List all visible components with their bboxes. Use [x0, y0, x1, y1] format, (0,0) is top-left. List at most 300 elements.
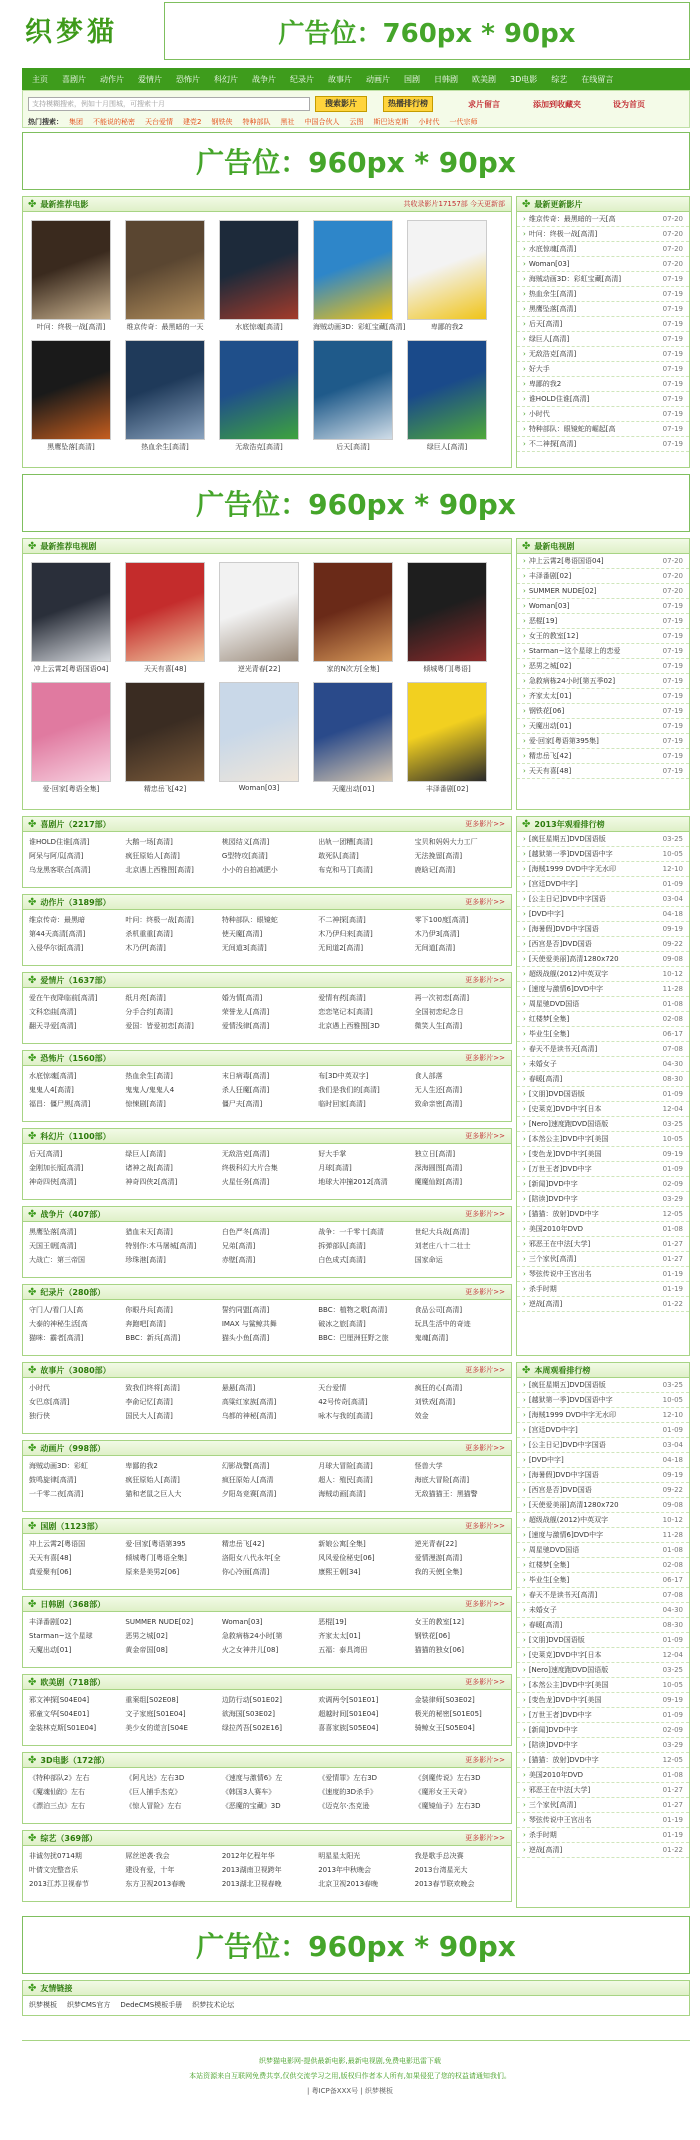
list-item[interactable]	[517, 1678, 689, 1693]
poster-image[interactable]	[313, 220, 393, 320]
more-link[interactable]: 更多影片>>	[465, 1600, 505, 1608]
list-item[interactable]	[517, 1117, 689, 1132]
category-item[interactable]: 超人：殖民[高清]	[318, 1476, 373, 1484]
list-item[interactable]	[517, 287, 689, 302]
list-item[interactable]	[517, 1663, 689, 1678]
hot-search-link[interactable]: 一代宗师	[449, 118, 478, 126]
list-item[interactable]	[517, 614, 689, 629]
category-item[interactable]: 疯狂的心[高清]	[414, 1384, 463, 1392]
category-item[interactable]: 婚为情[高清]	[221, 994, 263, 1002]
category-item[interactable]: 玩具生活中的奇迹	[414, 1320, 471, 1328]
nav-item[interactable]: 国剧	[404, 74, 420, 84]
list-item[interactable]	[517, 1543, 689, 1558]
more-link[interactable]: 更多影片>>	[465, 1288, 505, 1296]
list-item[interactable]	[517, 749, 689, 764]
list-item[interactable]	[517, 1072, 689, 1087]
list-item-title[interactable]: › 杀手时期	[528, 1831, 557, 1839]
category-item[interactable]: 神奇四侠2[高清]	[125, 1178, 178, 1186]
poster-title[interactable]: 无敌浩克[高清]	[235, 443, 283, 451]
category-item[interactable]: 杀机重重[高清]	[125, 930, 173, 938]
category-item[interactable]: 天天有喜[48]	[29, 1554, 72, 1562]
list-item-title[interactable]: › [变色龙]DVD中字[美国	[528, 1696, 602, 1704]
list-item[interactable]	[517, 1828, 689, 1843]
nav-item[interactable]: 动作片	[100, 74, 124, 84]
category-item[interactable]: 奔跑吧[高清]	[125, 1320, 166, 1328]
category-item[interactable]: 不二神探[高清]	[318, 916, 366, 924]
more-link[interactable]: 更多影片>>	[465, 820, 505, 828]
category-item[interactable]: 维京传奇：最黑暗	[29, 916, 85, 924]
list-item[interactable]	[517, 332, 689, 347]
category-title[interactable]: 3D电影（172部）	[40, 1755, 110, 1765]
category-item[interactable]: 悬悬[高清]	[221, 1384, 256, 1392]
poster-image[interactable]	[219, 682, 299, 782]
category-item[interactable]: 刘铁戏[高清]	[414, 1398, 456, 1406]
list-item[interactable]	[517, 377, 689, 392]
category-item[interactable]: 猎血末天[高清]	[125, 1228, 173, 1236]
category-item[interactable]: 倾城粤门[粤语全集]	[125, 1554, 187, 1562]
hot-search-link[interactable]: 特种部队	[242, 118, 271, 126]
list-item-title[interactable]: › 三个家伙[高清]	[528, 1801, 577, 1809]
category-item[interactable]: 木乃伊归来[高清]	[318, 930, 373, 938]
category-item[interactable]: 无敌猫猫王：黑猫警	[414, 1490, 478, 1498]
category-item[interactable]: 绿巨人[高清]	[125, 1150, 166, 1158]
list-item[interactable]	[517, 1147, 689, 1162]
category-item[interactable]: 《魔镜仙子》左右3D	[414, 1802, 481, 1810]
list-item-title[interactable]: › 春天不是读书天[高清]	[528, 1591, 598, 1599]
list-item[interactable]	[517, 1297, 689, 1312]
search-button[interactable]: 搜索影片	[315, 96, 367, 112]
category-item[interactable]: 2013年中秋晚会	[318, 1866, 372, 1874]
list-item[interactable]	[517, 1393, 689, 1408]
nav-item[interactable]: 主页	[32, 74, 48, 84]
category-item[interactable]: 纸月亮[高清]	[125, 994, 166, 1002]
list-item[interactable]	[517, 437, 689, 452]
list-item[interactable]	[517, 1648, 689, 1663]
poster-title[interactable]: 天天有喜[48]	[143, 665, 187, 673]
category-item[interactable]: 鬼鬼人/鬼鬼人4	[125, 1086, 175, 1094]
list-item-title[interactable]: › [猫猫：放射]DVD中字	[528, 1210, 599, 1218]
poster-title[interactable]: 天魔出动[01]	[331, 785, 375, 793]
category-item[interactable]: 临时回家[高清]	[318, 1100, 366, 1108]
category-item[interactable]: 宝贝和妈妈大力工厂	[414, 838, 478, 846]
poster-card[interactable]	[407, 340, 487, 452]
list-item[interactable]	[517, 982, 689, 997]
list-item[interactable]	[517, 629, 689, 644]
nav-item[interactable]: 科幻片	[214, 74, 238, 84]
category-item[interactable]: 卑鄙的我2	[125, 1462, 158, 1470]
category-item[interactable]: 康熙王朝[34]	[318, 1568, 361, 1576]
category-item[interactable]: 特别作:木马屠城[高清]	[125, 1242, 197, 1250]
category-item[interactable]: 守门人/看门人[高	[29, 1306, 84, 1314]
hot-search-link[interactable]: 云图	[349, 118, 364, 126]
list-item-title[interactable]: › [DVD中字]	[528, 910, 564, 918]
hot-search-link[interactable]: 小时代	[418, 118, 440, 126]
list-item[interactable]	[517, 907, 689, 922]
list-item-title[interactable]: › 恶男之城[02]	[528, 662, 572, 670]
category-item[interactable]: 大泰的神秘生活[高	[29, 1320, 88, 1328]
poster-image[interactable]	[125, 562, 205, 662]
category-item[interactable]: 世纪大兵战[高清]	[414, 1228, 470, 1236]
category-item[interactable]: 福昌：僵尸黑[高清]	[29, 1100, 91, 1108]
category-item[interactable]: 食品公司[高清]	[414, 1306, 463, 1314]
search-input[interactable]: 支持模糊搜索，例如十月围城，可搜索十月	[28, 97, 310, 111]
list-item-title[interactable]: › [猫猫：放射]DVD中字	[528, 1756, 599, 1764]
list-item-title[interactable]: › [史莱克]DVD中字[日本	[528, 1651, 602, 1659]
poster-image[interactable]	[407, 682, 487, 782]
category-item[interactable]: 建设有爱，十年	[125, 1866, 175, 1874]
list-item[interactable]	[517, 599, 689, 614]
list-item-title[interactable]: › 冲上云霄2[粤语国语04]	[528, 557, 604, 565]
category-item[interactable]: 海贼动画[高清]	[318, 1490, 366, 1498]
category-item[interactable]: 疯狂原始人[高清	[221, 1476, 274, 1484]
list-item-title[interactable]: › 未婚女子	[528, 1060, 557, 1068]
list-item[interactable]	[517, 1618, 689, 1633]
list-item[interactable]	[517, 1267, 689, 1282]
list-item[interactable]	[517, 862, 689, 877]
category-item[interactable]: 五福：泰具湾田	[318, 1646, 368, 1654]
poster-card[interactable]	[31, 562, 111, 674]
list-item-title[interactable]: › [海暑假]DVD中字国语	[528, 925, 599, 933]
list-item[interactable]	[517, 1843, 689, 1858]
category-title[interactable]: 喜剧片（2217部）	[40, 819, 111, 829]
category-item[interactable]: 爱在午夜降临前[高清]	[29, 994, 98, 1002]
list-item[interactable]	[517, 832, 689, 847]
list-item[interactable]	[517, 937, 689, 952]
category-item[interactable]: 零下100度[高清]	[414, 916, 469, 924]
category-title[interactable]: 战争片（407部）	[40, 1209, 106, 1219]
hot-rank-link[interactable]: 热播排行榜	[383, 96, 433, 112]
category-item[interactable]: 无间道2[高清]	[318, 944, 364, 952]
category-item[interactable]: 美少女的谎言[S04E	[125, 1724, 188, 1732]
ad-banner-2[interactable]: 广告位：960px * 90px	[22, 474, 690, 532]
poster-image[interactable]	[313, 682, 393, 782]
ad-banner-3[interactable]: 广告位：960px * 90px	[22, 1916, 690, 1974]
list-item-title[interactable]: › 热血余生[高清]	[528, 290, 577, 298]
list-item[interactable]	[517, 674, 689, 689]
list-item-title[interactable]: › SUMMER NUDE[02]	[528, 587, 597, 595]
category-item[interactable]: BBC：植物之歌[高清]	[318, 1306, 388, 1314]
category-item[interactable]: 2013春节联欢晚会	[414, 1880, 475, 1888]
nav-item[interactable]: 综艺	[551, 74, 568, 84]
poster-card[interactable]	[313, 682, 393, 794]
list-item-title[interactable]: › 杀手时期	[528, 1285, 557, 1293]
category-item[interactable]: 致我们终将[高清]	[125, 1384, 180, 1392]
more-link[interactable]: 更多影片>>	[465, 976, 505, 984]
list-item[interactable]	[517, 1027, 689, 1042]
list-item-title[interactable]: › 周星驰DVD国语	[528, 1000, 580, 1008]
category-title[interactable]: 动画片（998部）	[40, 1443, 106, 1453]
list-item[interactable]	[517, 1573, 689, 1588]
list-item[interactable]	[517, 1468, 689, 1483]
list-item-title[interactable]: › 后天[高清]	[528, 320, 563, 328]
category-item[interactable]: 齐家太太[01]	[318, 1632, 361, 1640]
poster-card[interactable]	[125, 220, 205, 332]
category-item[interactable]: 叶问：终极一战[高清]	[125, 916, 194, 924]
list-item[interactable]	[517, 1813, 689, 1828]
category-item[interactable]: 疯狂原始人[高清]	[125, 1476, 180, 1484]
list-item-title[interactable]: › 维京传奇：最黑暗的一天[高	[528, 215, 616, 223]
category-item[interactable]: G型特攻[高清]	[221, 852, 268, 860]
list-item-title[interactable]: › [西宫是否]DVD国语	[528, 1486, 592, 1494]
category-item[interactable]: 42号传奇[高清]	[318, 1398, 368, 1406]
category-item[interactable]: 你心冷面[高清]	[221, 1568, 270, 1576]
category-item[interactable]: 洛阳女八代永年[全	[221, 1554, 281, 1562]
list-item-title[interactable]: › [速度与激情6]DVD中字	[528, 1531, 604, 1539]
category-item[interactable]: IMAX 与鲨鲸共舞	[221, 1320, 277, 1328]
category-item[interactable]: 绿拉芮吾[S02E16]	[221, 1724, 282, 1732]
category-item[interactable]: 阿呆与阿瓜[高清]	[29, 852, 84, 860]
poster-card[interactable]	[31, 220, 111, 332]
list-item-title[interactable]: › 水底惊魂[高清]	[528, 245, 577, 253]
category-item[interactable]: 大战亡：第三帝国	[29, 1256, 85, 1264]
category-item[interactable]: 谁HOLD住谁[高清]	[29, 838, 90, 846]
poster-card[interactable]	[125, 682, 205, 794]
category-item[interactable]: 《魔魂仙踪》左右	[29, 1788, 85, 1796]
list-item-title[interactable]: › 春天不是读书天[高清]	[528, 1045, 598, 1053]
category-item[interactable]: 终极科幻大片合集	[221, 1164, 278, 1172]
category-item[interactable]: 2013江苏卫视春节	[29, 1880, 89, 1888]
nav-item[interactable]: 纪录片	[290, 74, 314, 84]
category-item[interactable]: 新娘公寓[全集]	[318, 1540, 366, 1548]
category-item[interactable]: 全国初恋纪念日	[414, 1008, 464, 1016]
category-item[interactable]: 无法挽留[高清]	[414, 852, 463, 860]
list-item-title[interactable]: › [文朋]DVD国语版	[528, 1636, 585, 1644]
category-item[interactable]: 重案组[S02E08]	[125, 1696, 179, 1704]
poster-image[interactable]	[31, 340, 111, 440]
list-item-title[interactable]: › [疯狂星期五]DVD国语版	[528, 835, 606, 843]
list-item-title[interactable]: › [越狱第一季]DVD国语中字	[528, 850, 613, 858]
category-item[interactable]: 邪文神探[S04E04]	[29, 1696, 90, 1704]
friend-link[interactable]: 织梦模板	[29, 2001, 57, 2009]
category-title[interactable]: 国剧（1123部）	[40, 1521, 103, 1531]
list-item-title[interactable]: › [史莱克]DVD中字[日本	[528, 1105, 602, 1113]
poster-card[interactable]	[407, 220, 487, 332]
poster-title[interactable]: 爱·回家[粤语全集]	[42, 785, 100, 793]
category-item[interactable]: 末日病毒[高清]	[221, 1072, 270, 1080]
poster-image[interactable]	[31, 220, 111, 320]
category-item[interactable]: 无间道3[高清]	[221, 944, 267, 952]
category-item[interactable]: 文科恋曲[高清]	[29, 1008, 77, 1016]
category-item[interactable]: 好大手掌	[318, 1150, 347, 1158]
list-item[interactable]	[517, 1162, 689, 1177]
category-title[interactable]: 恐怖片（1560部）	[40, 1053, 111, 1063]
list-item-title[interactable]: › [万世王者]DVD中字	[528, 1711, 592, 1719]
category-item[interactable]: 神奇四侠[高清]	[29, 1178, 77, 1186]
poster-card[interactable]	[219, 562, 299, 674]
list-item[interactable]	[517, 689, 689, 704]
category-item[interactable]: 刘老庄八十二壮士	[414, 1242, 471, 1250]
list-item[interactable]	[517, 1192, 689, 1207]
poster-card[interactable]	[125, 562, 205, 674]
list-item[interactable]	[517, 1132, 689, 1147]
list-item[interactable]	[517, 317, 689, 332]
category-item[interactable]: 疯狂原始人[高清]	[125, 852, 180, 860]
category-item[interactable]: BBC：新兵[高清]	[125, 1334, 181, 1342]
poster-title[interactable]: 逆光青春[22]	[237, 665, 281, 673]
list-item[interactable]	[517, 1693, 689, 1708]
list-item[interactable]	[517, 1252, 689, 1267]
list-item[interactable]	[517, 1222, 689, 1237]
category-item[interactable]: 2013台湾星光大	[414, 1866, 468, 1874]
list-item-title[interactable]: › 三个家伙[高清]	[528, 1255, 577, 1263]
list-item-title[interactable]: › [海暑假]DVD中字国语	[528, 1471, 599, 1479]
list-item[interactable]	[517, 1087, 689, 1102]
category-item[interactable]: 超越时间[S01E04]	[318, 1710, 379, 1718]
category-item[interactable]: 2013湖北卫视春晚	[221, 1880, 282, 1888]
poster-title[interactable]: 叶问：终极一战[高清]	[36, 323, 106, 331]
category-item[interactable]: SUMMER NUDE[02]	[125, 1618, 194, 1626]
hot-search-link[interactable]: 集团	[69, 118, 83, 126]
list-item-title[interactable]: › 特种部队：眼镜蛇的崛起[高	[528, 425, 616, 433]
list-item-title[interactable]: › [万世王者]DVD中字	[528, 1165, 592, 1173]
poster-image[interactable]	[313, 340, 393, 440]
category-item[interactable]: 木乃伊3[高清]	[414, 930, 460, 938]
category-item[interactable]: 热血余生[高清]	[125, 1072, 173, 1080]
poster-title[interactable]: 卑鄙的我2	[430, 323, 464, 331]
nav-item[interactable]: 欧美剧	[472, 74, 496, 84]
list-item-title[interactable]: › 绿巨人[高清]	[528, 335, 570, 343]
list-item[interactable]	[517, 1282, 689, 1297]
poster-title[interactable]: 后天[高清]	[336, 443, 370, 451]
list-item-title[interactable]: › 毕业生[全集]	[528, 1576, 570, 1584]
category-item[interactable]: 金刚加长版[高清]	[29, 1164, 84, 1172]
category-item[interactable]: 猫和老鼠之巨人大	[125, 1490, 182, 1498]
category-item[interactable]: 出轨一团糟[高清]	[318, 838, 373, 846]
poster-image[interactable]	[313, 562, 393, 662]
category-item[interactable]: 北京遇上西雅图[高清]	[125, 866, 194, 874]
category-item[interactable]: 小小的自拍减肥小	[221, 866, 278, 874]
category-item[interactable]: 恋恋笔记本[高清]	[318, 1008, 373, 1016]
poster-title[interactable]: 精忠岳飞[42]	[143, 785, 187, 793]
list-item-title[interactable]: › [宫廷DVD中字]	[528, 1426, 578, 1434]
poster-card[interactable]	[219, 220, 299, 332]
category-item[interactable]: 喜喜家族[S05E04]	[318, 1724, 379, 1732]
list-item-title[interactable]: › [疯狂星期五]DVD国语版	[528, 1381, 606, 1389]
hot-search-link[interactable]: 建党2	[183, 118, 202, 126]
category-item[interactable]: 天台爱情	[318, 1384, 347, 1392]
poster-image[interactable]	[125, 340, 205, 440]
category-item[interactable]: 我的天使[全集]	[414, 1568, 463, 1576]
list-item-title[interactable]: › 琴弦传说中王宫出名	[528, 1816, 592, 1824]
category-title[interactable]: 欧美剧（718部）	[40, 1677, 106, 1687]
category-item[interactable]: 非诚勿扰0714期	[29, 1852, 82, 1860]
category-item[interactable]: 大鹅一场[高清]	[125, 838, 173, 846]
category-item[interactable]: 天国王朝[高清]	[29, 1242, 77, 1250]
list-item-title[interactable]: › 春暖[高清]	[528, 1075, 563, 1083]
poster-card[interactable]	[219, 682, 299, 794]
category-item[interactable]: 《韩国3人赛车》	[221, 1788, 276, 1796]
ad-banner-1[interactable]: 广告位：960px * 90px	[22, 132, 690, 190]
poster-card[interactable]	[407, 682, 487, 794]
category-item[interactable]: 国民大人[高清]	[125, 1412, 173, 1420]
list-item[interactable]	[517, 922, 689, 937]
category-item[interactable]: 急救病栋24小时[第	[221, 1632, 283, 1640]
poster-image[interactable]	[125, 682, 205, 782]
list-item[interactable]	[517, 659, 689, 674]
poster-image[interactable]	[407, 220, 487, 320]
list-item[interactable]	[517, 257, 689, 272]
category-item[interactable]: 爱情漫游[高清]	[414, 1554, 463, 1562]
list-item[interactable]	[517, 362, 689, 377]
category-item[interactable]: 屌丝逆袭·我会	[125, 1852, 170, 1860]
category-item[interactable]: 拆弹部队[高清]	[318, 1242, 366, 1250]
category-item[interactable]: 国家命运	[414, 1256, 443, 1264]
category-item[interactable]: 真爱聚有[06]	[29, 1568, 72, 1576]
list-item-title[interactable]: › [陪读]DVD中字	[528, 1195, 578, 1203]
list-item-title[interactable]: › [DVD中字]	[528, 1456, 564, 1464]
category-item[interactable]: 猫咪：霸者[高清]	[29, 1334, 84, 1342]
poster-card[interactable]	[219, 340, 299, 452]
category-item[interactable]: 高粱红家族[高清]	[221, 1398, 277, 1406]
list-item-title[interactable]: › 红楼梦[全集]	[528, 1015, 570, 1023]
category-item[interactable]: Woman[03]	[221, 1618, 263, 1626]
list-item-title[interactable]: › 卑鄙的我2	[528, 380, 562, 388]
poster-card[interactable]	[313, 220, 406, 332]
category-item[interactable]: 《速度与激情6》左	[221, 1774, 283, 1782]
category-item[interactable]: 精忠岳飞[42]	[221, 1540, 265, 1548]
category-item[interactable]: 女王的教室[12]	[414, 1618, 464, 1626]
hot-search-link[interactable]: 中国合伙人	[304, 118, 340, 126]
category-item[interactable]: 《速度的3D杀手》	[318, 1788, 378, 1796]
list-item[interactable]	[517, 877, 689, 892]
category-item[interactable]: 无间道[高清]	[414, 944, 456, 952]
poster-title[interactable]: Woman[03]	[238, 784, 280, 792]
category-item[interactable]: 《惊人冒险》左右	[125, 1802, 182, 1810]
category-item[interactable]: 小时代	[29, 1384, 50, 1392]
list-item[interactable]	[517, 1102, 689, 1117]
list-item[interactable]	[517, 1012, 689, 1027]
list-item-title[interactable]: › [新闻]DVD中字	[528, 1726, 578, 1734]
category-item[interactable]: 月球大冒险[高清]	[318, 1462, 373, 1470]
poster-card[interactable]	[313, 340, 393, 452]
category-item[interactable]: 使天魔[高清]	[221, 930, 263, 938]
category-item[interactable]: 叶倩文完整音乐	[29, 1866, 78, 1874]
category-item[interactable]: 金装律师[S03E02]	[414, 1696, 475, 1704]
list-item[interactable]	[517, 1798, 689, 1813]
list-item-title[interactable]: › 海贼动画3D：彩虹宝藏[高清]	[528, 275, 622, 283]
category-item[interactable]: 敢死队[高清]	[318, 852, 359, 860]
nav-item[interactable]: 爱情片	[138, 74, 162, 84]
friend-link[interactable]: 织梦技术论坛	[192, 2001, 235, 2009]
list-item[interactable]	[517, 1513, 689, 1528]
category-item[interactable]: 木乃伊[高清]	[125, 944, 166, 952]
list-item-title[interactable]: › 天魔出动[01]	[528, 722, 572, 730]
list-item[interactable]	[517, 704, 689, 719]
list-item[interactable]	[517, 1603, 689, 1618]
list-item-title[interactable]: › Woman[03]	[528, 260, 570, 268]
poster-image[interactable]	[125, 220, 205, 320]
category-item[interactable]: 地球大冲撞2012[高清	[318, 1178, 388, 1186]
nav-item[interactable]: 动画片	[366, 74, 390, 84]
category-item[interactable]: 一千零二夜[高清]	[29, 1490, 84, 1498]
list-item-title[interactable]: › 急救病栋24小时[第五季02]	[528, 677, 616, 685]
category-item[interactable]: 骑鲸女王[S05E04]	[414, 1724, 475, 1732]
category-item[interactable]: 咏木与我的[高清]	[318, 1412, 373, 1420]
poster-title[interactable]: 倾城粤门[粤语]	[423, 665, 471, 673]
category-item[interactable]: 兄弟[高清]	[221, 1242, 256, 1250]
category-item[interactable]: 后天[高清]	[29, 1150, 63, 1158]
list-item-title[interactable]: › 未婚女子	[528, 1606, 557, 1614]
list-item[interactable]	[517, 764, 689, 779]
poster-title[interactable]: 家的N次方[全集]	[326, 665, 380, 673]
more-link[interactable]: 更多影片>>	[465, 1444, 505, 1452]
list-item-title[interactable]: › 超级战舰(2012)中英双字	[528, 1516, 609, 1524]
category-item[interactable]: 边防行动[S01E02]	[221, 1696, 282, 1704]
list-item-title[interactable]: › 谁HOLD住谁[高清]	[528, 395, 590, 403]
list-item-title[interactable]: › 美国2010年DVD	[528, 1225, 584, 1233]
category-item[interactable]: 丰泽番剧[02]	[29, 1618, 72, 1626]
list-item-title[interactable]: › 丰泽番剧[02]	[528, 572, 572, 580]
